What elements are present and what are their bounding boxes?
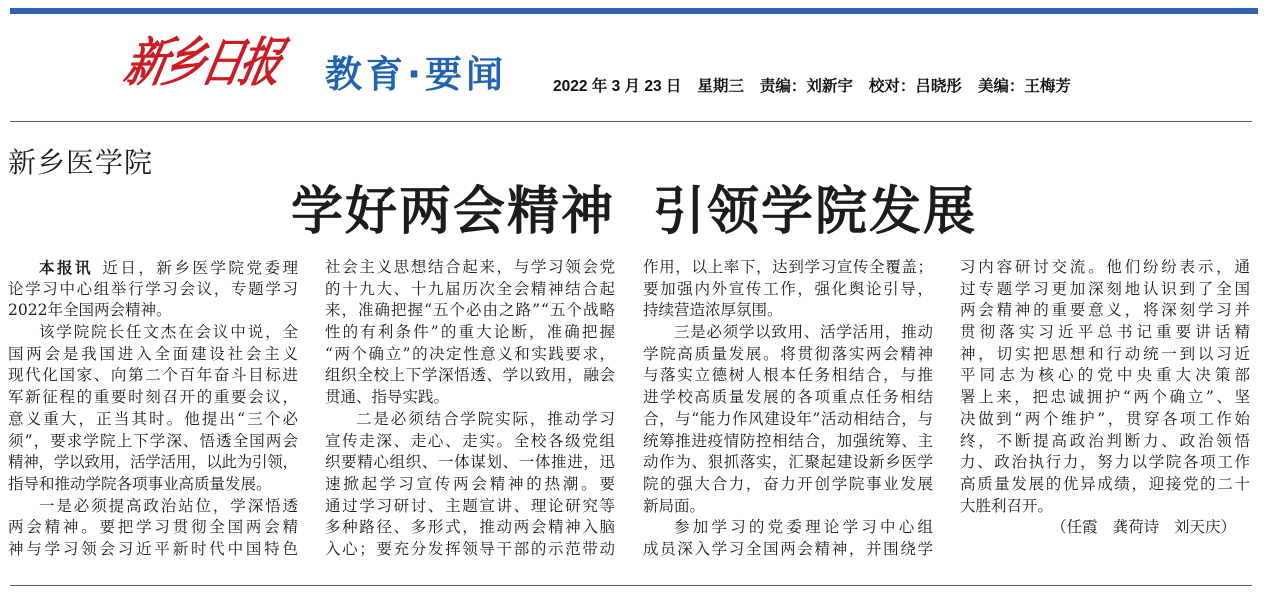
- line-text: 指导和推动学院各项事业高质量发展。: [8, 474, 272, 493]
- article-line: [8, 409, 300, 431]
- article-line: [325, 344, 617, 366]
- article-line: [39, 257, 301, 279]
- article-line: [960, 279, 1253, 301]
- line-text: 该学院院长任文杰在会议中说，全: [39, 323, 300, 342]
- line-text: 近日，新乡医学院党委理: [102, 259, 301, 277]
- article-line: [325, 496, 617, 518]
- article-line: [8, 300, 171, 322]
- article-line: [8, 474, 272, 496]
- line-text: 神，切实把思想和行动统一到以习近: [960, 344, 1253, 363]
- article-line: [8, 279, 300, 301]
- top-color-bar: [10, 8, 1258, 14]
- article-line: [325, 365, 616, 387]
- line-text: 2022年全国两会精神。: [8, 301, 172, 320]
- article-line: [643, 387, 935, 409]
- line-text: 学院高质量发展。将贯彻落实两会精神: [643, 344, 935, 363]
- article-line: [643, 474, 935, 496]
- line-text: 平同志为核心的党中央重大决策部: [960, 366, 1255, 385]
- article-line: [39, 322, 300, 344]
- article-line: [356, 409, 617, 431]
- line-text: 国两会是我国进入全面建设社会主义: [8, 344, 301, 363]
- article-line: [8, 344, 301, 366]
- credit-designer: 美编：王梅芳: [977, 78, 1071, 95]
- line-text: 社会主义思想结合起来，与学习领会党: [325, 258, 617, 276]
- line-text: 合，与“能力作风建设年”活动相结合，与: [643, 409, 934, 428]
- article-line: [8, 539, 301, 561]
- article-line: [960, 474, 1252, 496]
- article-line: [8, 365, 300, 387]
- line-text: 终，不断提高政治判断力、政治领悟: [960, 431, 1253, 450]
- headline: 学好两会精神 引领学院发展: [290, 181, 978, 242]
- line-text: 三是必须学以致用、活学活用，推动: [674, 323, 934, 342]
- article-line: [643, 496, 705, 518]
- article-line: [960, 365, 1254, 387]
- article-line: [960, 344, 1253, 366]
- article-line: [674, 517, 936, 539]
- line-text: 入心；要充分发挥领导干部的示范带动: [325, 539, 617, 558]
- line-text: 两会精神的重要意义，将深刻学习并: [960, 301, 1253, 320]
- line-text: 力、政治执行力，努力以学院各项工作: [960, 453, 1252, 472]
- line-text: 两会精神。要把学习贯彻全国两会精: [8, 518, 301, 537]
- article-line: [960, 496, 1053, 518]
- line-text: 性的有利条件”的重大论断，准确把握: [325, 323, 618, 342]
- section-title: 教育·要闻: [325, 53, 508, 96]
- article-line: [960, 322, 1254, 344]
- article-line: [325, 517, 617, 539]
- article-line: [325, 279, 617, 301]
- issue-date: 2022 年 3 月 23 日: [553, 78, 682, 95]
- line-text: 习内容研讨交流。他们纷纷表示，通: [960, 258, 1253, 276]
- article-line: [8, 452, 298, 474]
- article-line: [960, 431, 1253, 453]
- dateline: 本报讯: [39, 258, 94, 277]
- issue-info: [553, 78, 1071, 96]
- line-text: 速掀起学习宣传两会精神的热潮。要: [325, 474, 618, 493]
- line-text: 织要精心组织、一体谋划、一体推进，迅: [325, 453, 616, 472]
- line-text: 军新征程的重要时刻召开的重要会议，: [8, 388, 300, 407]
- line-text: 贯彻落实习近平总书记重要讲话精: [960, 323, 1255, 342]
- article-column: [8, 257, 301, 561]
- article-line: [325, 300, 616, 322]
- article-line: [325, 387, 449, 409]
- line-text: 要加强内外宣传工作，强化舆论引导，: [643, 279, 935, 298]
- article-line: [325, 452, 616, 474]
- line-text: 现代化国家、向第二个百年奋斗目标进: [8, 366, 300, 385]
- header-rule: [10, 121, 1252, 122]
- article-line: [960, 257, 1253, 279]
- article-line: [643, 539, 935, 561]
- article-line: [325, 257, 617, 279]
- article-line: [325, 431, 617, 453]
- article-column: [643, 257, 937, 561]
- line-text: 参加学习的党委理论学习中心组: [674, 518, 937, 537]
- article-line: [8, 517, 301, 539]
- footer-rule: [10, 585, 1252, 586]
- article-line: [960, 452, 1252, 474]
- credit-editor: 责编：刘新宇: [759, 78, 853, 95]
- line-text: “两个确立”的决定性意义和实践要求，: [325, 344, 617, 363]
- article-line: [643, 344, 935, 366]
- article-line: [674, 322, 934, 344]
- article-line: [643, 431, 934, 453]
- line-text: 精神，学以致用，活学活用，以此为引领，: [8, 453, 298, 472]
- article-line: [643, 300, 783, 322]
- line-text: 高质量发展的优异成绩，迎接党的二十: [960, 474, 1252, 493]
- article-line: [960, 300, 1253, 322]
- article-line: [960, 409, 1253, 431]
- article-line: [643, 365, 935, 387]
- kicker: 新乡医学院: [8, 146, 154, 179]
- line-text: 来，准确把握“五个必由之路”“五个战略: [325, 301, 617, 320]
- line-text: 作用，以上率下，达到学习宣传全覆盖；: [643, 258, 934, 276]
- article-line: [8, 387, 300, 409]
- article-line: [643, 452, 934, 474]
- line-text: 多种路径、多形式，推动两会精神入脑: [325, 518, 617, 537]
- line-text: 的十九大、十九届历次全会精神结合起: [325, 279, 617, 298]
- line-text: 意义重大，正当其时。他提出“三个必: [8, 409, 301, 428]
- line-text: 须”，要求学院上下学深、悟透全国两会: [8, 431, 300, 450]
- line-text: 大胜利召开。: [960, 496, 1054, 515]
- issue-weekday: 星期三: [697, 78, 744, 95]
- article-line: [325, 322, 617, 344]
- line-text: 通过学习研讨、主题宣讲、理论研究等: [325, 496, 617, 515]
- line-text: 动作为、狠抓落实，汇聚起建设新乡医学: [643, 453, 934, 472]
- article-line: [39, 496, 300, 518]
- article-line: [8, 431, 299, 453]
- line-text: 神与学习领会习近平新时代中国特色: [8, 539, 301, 558]
- article-line: [643, 257, 934, 279]
- line-text: 署上来，把忠诚拥护“两个确立”、坚: [960, 388, 1253, 407]
- article-line: [325, 539, 617, 561]
- article-line: [960, 387, 1253, 409]
- line-text: 与落实立德树人根本任务相结合，与推: [643, 366, 935, 385]
- article-line: [643, 409, 934, 431]
- article-line: [643, 279, 935, 301]
- line-text: 决做到“两个维护”，贯穿各项工作始: [960, 409, 1253, 428]
- line-text: 贯通、指导实践。: [325, 388, 450, 407]
- byline: （任霞 龚荷诗 刘天庆）: [1051, 518, 1236, 537]
- line-text: 论学习中心组举行学习会议，专题学习: [8, 279, 300, 298]
- article-line: [325, 474, 618, 496]
- line-text: 二是必须结合学院实际，推动学习: [356, 409, 617, 428]
- article-column: [960, 257, 1255, 539]
- line-text: 统筹推进疫情防控相结合，加强统筹、主: [643, 431, 934, 450]
- newspaper-logo: 新乡日报: [119, 31, 285, 93]
- line-text: 宣传走深、走心、走实。全校各级党组: [325, 431, 617, 450]
- line-text: 一是必须提高政治站位，学深悟透: [39, 496, 300, 515]
- line-text: 院的强大合力，奋力开创学院事业发展: [643, 474, 935, 493]
- line-text: 进学校高质量发展的各项重点任务相结: [643, 388, 935, 407]
- line-text: 新局面。: [643, 496, 706, 515]
- line-text: 组织全校上下学深悟透、学以致用，融会: [325, 366, 616, 385]
- article-column: [325, 257, 618, 561]
- credit-proofreader: 校对：吕晓彤: [868, 78, 962, 95]
- line-text: 过专题学习更加深刻地认识到了全国: [960, 279, 1253, 298]
- line-text: 持续营造浓厚氛围。: [643, 301, 783, 320]
- line-text: 成员深入学习全国两会精神，并围绕学: [643, 539, 935, 558]
